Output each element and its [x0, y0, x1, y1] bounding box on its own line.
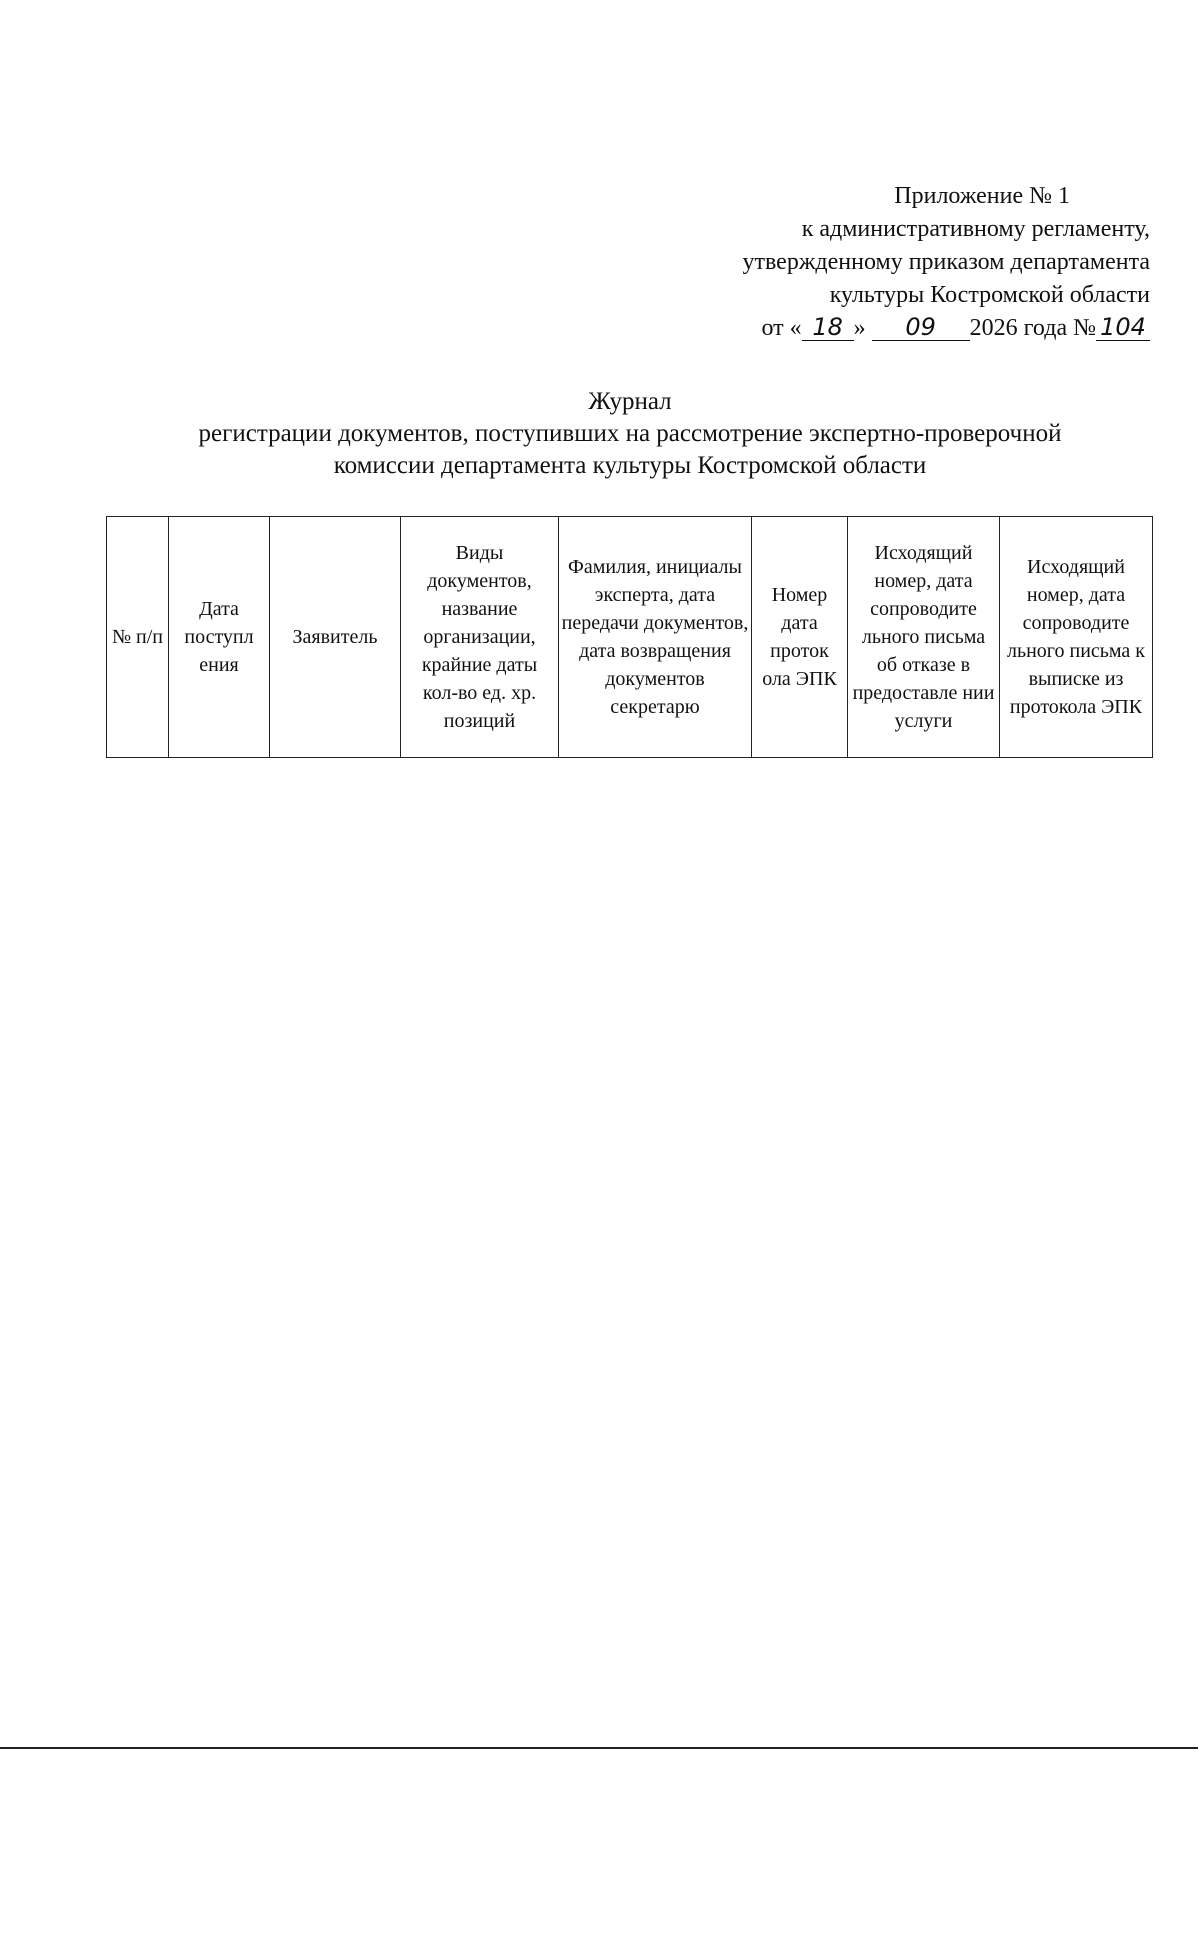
date-year-text: 2026 года №	[969, 315, 1096, 341]
order-number-handwritten: 104	[1096, 314, 1150, 341]
header-cell-applicant: Заявитель	[270, 517, 401, 758]
appendix-department-line: культуры Костромской области	[829, 282, 1150, 308]
header-cell-refusal-letter: Исходящий номер, дата сопроводите льного письма об отказе в предоставле нии услуги	[848, 517, 1000, 758]
journal-title: Журнал	[588, 388, 672, 415]
journal-subtitle-line2: комиссии департамента культуры Костромской области	[333, 452, 927, 479]
header-cell-receipt-date: Дата поступл ения	[169, 517, 270, 758]
table-header-row	[107, 517, 1153, 758]
date-month-handwritten: 09	[872, 314, 970, 341]
date-prefix: от «	[761, 315, 802, 341]
header-cell-expert: Фамилия, инициалы эксперта, дата передачи документов, дата возвращения документов секретарю	[559, 517, 752, 758]
journal-title-block	[100, 386, 1160, 482]
appendix-block	[530, 180, 1150, 345]
header-cell-extract-letter: Исходящий номер, дата сопроводите льного письма к выписке из протокола ЭПК	[1000, 517, 1153, 758]
journal-table	[106, 516, 1153, 758]
date-separator: »	[853, 315, 866, 341]
header-cell-document-types: Виды документов, название организации, крайние даты кол-во ед. хр. позиций	[401, 517, 559, 758]
date-day-handwritten: 18	[802, 314, 854, 341]
journal-subtitle-line1: регистрации документов, поступивших на рассмотрение экспертно-проверочной	[198, 420, 1062, 447]
bottom-divider	[0, 1747, 1198, 1749]
appendix-approved-line: утвержденному приказом департамента	[742, 249, 1150, 275]
appendix-regulation-line: к административному регламенту,	[801, 216, 1150, 242]
header-cell-protocol: Номер дата проток ола ЭПК	[752, 517, 848, 758]
appendix-date-line	[530, 312, 1150, 345]
header-cell-number: № п/п	[107, 517, 169, 758]
appendix-title: Приложение № 1	[894, 183, 1070, 209]
